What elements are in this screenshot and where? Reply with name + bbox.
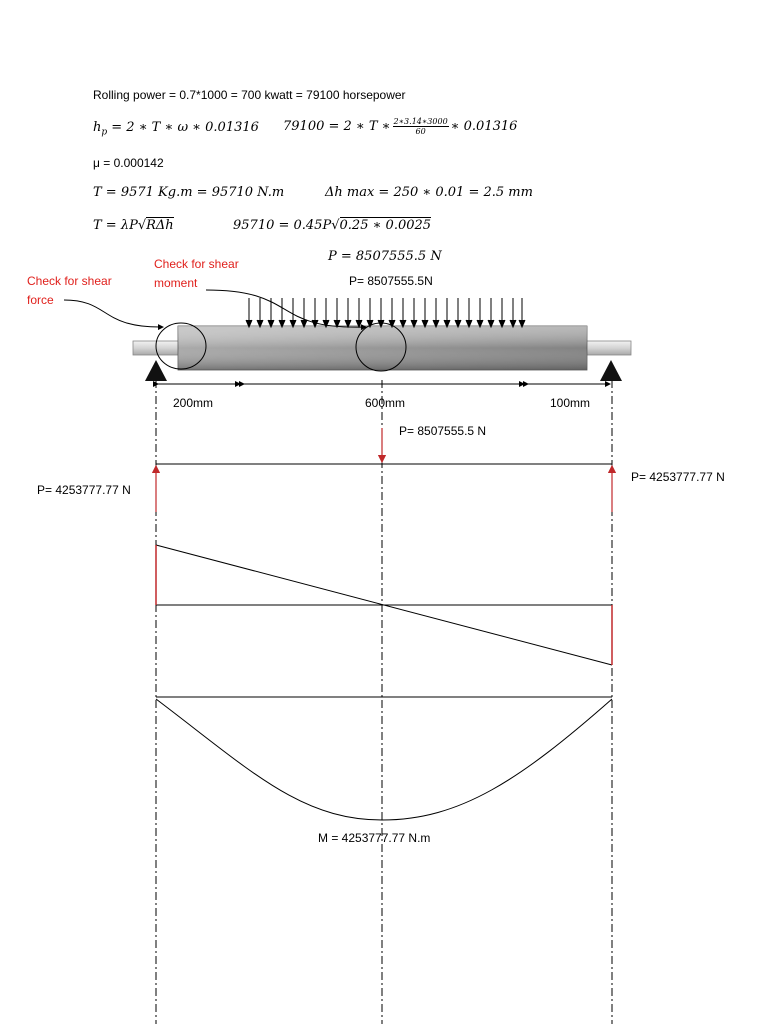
roller-shading (178, 326, 587, 370)
right-support-triangle (600, 360, 622, 381)
dimension-right: 100mm (550, 396, 591, 410)
moment-curve (156, 699, 612, 820)
right-shaft (586, 341, 631, 355)
shear-force-label-line2: force (27, 293, 54, 307)
shear-moment-label-line1: Check for shear (154, 257, 239, 271)
point-load-label: P= 8507555.5 N (399, 424, 487, 438)
max-moment-label: M = 4253777.77 N.m (318, 831, 431, 845)
torque-formula-lhs: T = λP (93, 218, 138, 233)
dimension-middle: 600mm (365, 396, 406, 410)
hp-calc-rhs: ∗ 0.01316 (450, 119, 518, 134)
p-value-text: P = 8507555.5 N (328, 249, 442, 264)
hp-calc-numerator: 2∗3.14∗3000 (393, 117, 448, 126)
torque-formula-radicand: RΔh (146, 218, 174, 233)
torque-calc-radicand: 0.25 ∗ 0.0025 (339, 218, 432, 233)
left-reaction-label: P= 4253777.77 N (37, 483, 131, 497)
hp-calc-denominator: 60 (415, 127, 426, 136)
mu-text: μ = 0.000142 (93, 156, 164, 170)
sqrt-symbol: √ (137, 218, 147, 233)
shear-moment-leader (206, 290, 366, 327)
right-reaction-label: P= 4253777.77 N (631, 470, 725, 484)
torque-calc-lhs: 95710 = 0.45P (233, 218, 332, 233)
distributed-load-arrows (246, 298, 525, 327)
shear-moment-label-line2: moment (154, 276, 198, 290)
sqrt-symbol-2: √ (331, 218, 340, 233)
hp-rhs: = 2 ∗ T ∗ ω ∗ 0.01316 (111, 120, 259, 135)
hp-variable: h (93, 120, 102, 135)
shear-force-leader (64, 300, 163, 327)
distributed-load-label: P= 8507555.5N (349, 274, 433, 288)
rolling-power-text: Rolling power = 0.7*1000 = 700 kwatt = 79100 horsepower (93, 88, 406, 102)
hp-calc-lhs: 79100 = 2 ∗ T ∗ (283, 119, 391, 134)
torque-text: T = 9571 Kg.m = 95710 N.m (93, 185, 285, 200)
delta-h-text: Δh max = 250 ∗ 0.01 = 2.5 mm (325, 185, 533, 200)
hp-subscript: p (101, 127, 108, 138)
dimension-left: 200mm (173, 396, 214, 410)
shear-force-label-line1: Check for shear (27, 274, 112, 288)
